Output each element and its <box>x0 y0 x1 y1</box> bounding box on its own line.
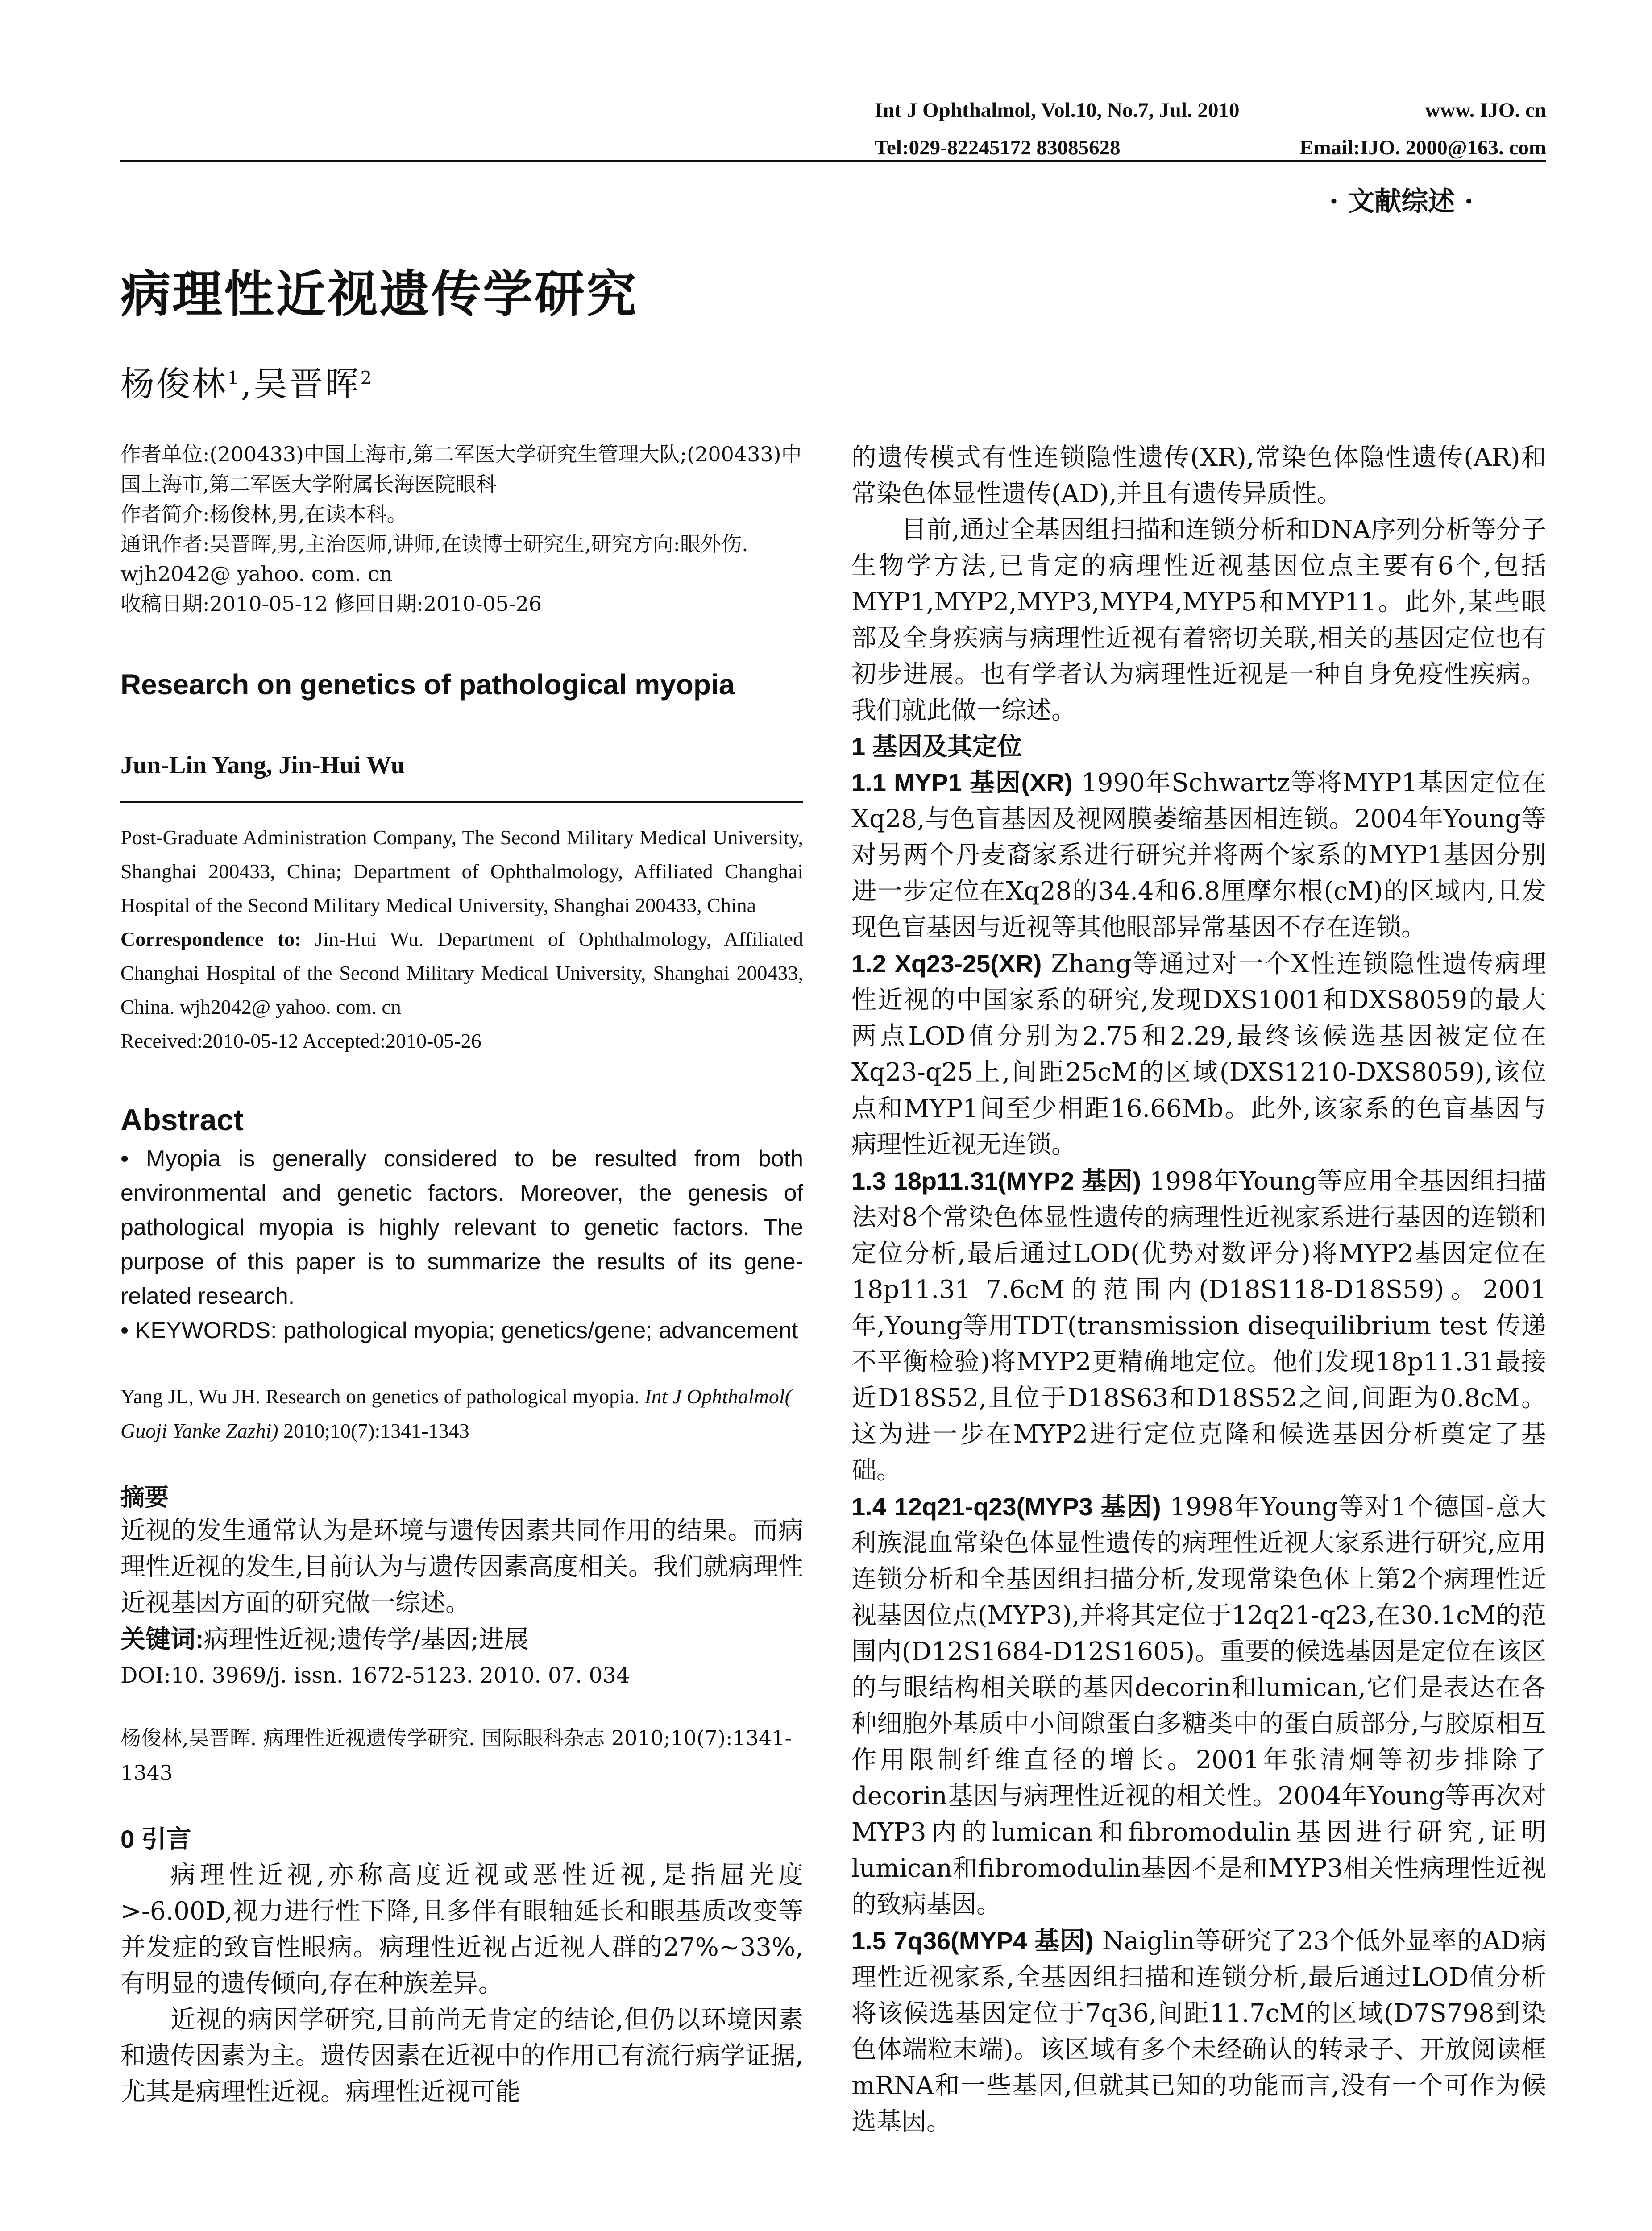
keywords-cn <box>120 1621 803 1658</box>
author-2: 吴晋晖 <box>253 364 361 404</box>
affiliation-en <box>120 821 803 1058</box>
citation-en-journal: Int J Ophthalmol( Guoji Yanke Zazhi) <box>120 1385 792 1442</box>
author-1-sup: 1 <box>228 368 241 389</box>
intro-body <box>120 1857 803 2110</box>
section-1-2 <box>851 945 1546 1163</box>
doi: DOI:10. 3969/j. issn. 1672-5123. 2010. 07. 034 <box>120 1663 630 1688</box>
section-1-2-text: Zhang等通过对一个X性连锁隐性遗传病理性近视的中国家系的研究,发现DXS1001和DXS8059的最大两点LOD值分别为2.75和2.29,最终该候选基因被定位在Xq23-q25上,间距25cM的区域(DXS1210-DXS8059),该位点和MYP1间至少相距16.66Mb。此外,该家系的色盲基因与病理性近视无连锁。 <box>851 950 1546 1159</box>
journal-citation: Int J Ophthalmol, Vol.10, No.7, Jul. 2010 <box>875 99 1240 122</box>
right-column <box>851 440 1546 2140</box>
authors-en: Jun-Lin Yang, Jin-Hui Wu <box>120 751 405 779</box>
author-separator: , <box>241 364 253 404</box>
author-1: 杨俊林 <box>120 364 228 404</box>
journal-telephone: Tel:029-82245172 83085628 <box>875 136 1121 159</box>
citation-en <box>120 1379 803 1448</box>
section-label: · 文献综述 · <box>1329 186 1474 217</box>
affiliation-rule <box>120 801 803 803</box>
abstract-body <box>120 1142 803 1348</box>
section-1-5-text: Naiglin等研究了23个低外显率的AD病理性近视家系,全基因组扫描和连锁分析,最后通过LOD值分析将该候选基因定位于7q36,间距11.7cM的区域(D7S798到染色体端粒末端)。该区域有多个未经确认的转录子、开放阅读框mRNA和一些基因,但就其已知的功能而言,没有一个可作为候选基因。 <box>851 1927 1546 2136</box>
correspondence-label: Correspondence to: <box>120 928 302 950</box>
article-title-cn: 病理性近视遗传学研究 <box>120 265 638 323</box>
section-1-1 <box>851 764 1546 945</box>
left-column <box>120 440 803 2110</box>
journal-website: www. IJO. cn <box>1425 99 1546 122</box>
section-1-5-heading: 1.5 7q36(MYP4 基因) <box>851 1927 1094 1955</box>
section-1-2-heading: 1.2 Xq23-25(XR) <box>851 950 1042 978</box>
abstract-text-cn: 近视的发生通常认为是环境与遗传因素共同作用的结果。而病理性近视的发生,目前认为与遗传因素高度相关。我们就病理性近视基因方面的研究做一综述。 <box>120 1516 803 1617</box>
section-1-3-heading: 1.3 18p11.31(MYP2 基因) <box>851 1167 1141 1195</box>
citation-en-volume: 2010;10(7):1341-1343 <box>278 1419 469 1442</box>
corresponding-author-cn: 通讯作者:吴晋晖,男,主治医师,讲师,在读博士研究生,研究方向:眼外伤. wjh2042@ yahoo. com. cn <box>120 532 748 586</box>
keywords-label-cn: 关键词: <box>120 1625 204 1653</box>
affiliation-en-text: Post-Graduate Administration Company, The Second Military Medical University, Shanghai 200433, China; Department of Ophthalmology, Affiliated Changhai Hospital of the Second Military Medical University, Shanghai 200433, China <box>120 826 803 916</box>
dates-en: Received:2010-05-12 Accepted:2010-05-26 <box>120 1029 481 1052</box>
authors-cn <box>120 357 374 406</box>
citation-cn: 杨俊林,吴晋晖. 病理性近视遗传学研究. 国际眼科杂志 2010;10(7):1341-1343 <box>120 1726 792 1785</box>
correspondence-text: Jin-Hui Wu. Department of Ophthalmology, Affiliated Changhai Hospital of the Second Military Medical University, Shanghai 200433, China. wjh2042@ yahoo. com. cn <box>120 928 803 1018</box>
author-affiliation-cn: 作者单位:(200433)中国上海市,第二军医大学研究生管理大队;(200433)中国上海市,第二军医大学附属长海医院眼科 <box>120 442 802 496</box>
header-rule <box>120 160 1546 162</box>
section-1-4 <box>851 1489 1546 1923</box>
abstract-text: • Myopia is generally considered to be resulted from both environmental and genetic factors. Moreover, the genesis of pathological myopia is highly relevant to genetic factors. The purpose of this paper is to summarize the results of its gene-related research. <box>120 1146 803 1309</box>
dates-cn: 收稿日期:2010-05-12 修回日期:2010-05-26 <box>120 592 542 616</box>
paragraph-overview: 目前,通过全基因组扫描和连锁分析和DNA序列分析等分子生物学方法,已肯定的病理性近视基因位点主要有6个,包括MYP1,MYP2,MYP3,MYP4,MYP5和MYP11。此外,某些眼部及全身疾病与病理性近视有着密切关联,相关的基因定位也有初步进展。也有学者认为病理性近视是一种自身免疫性疾病。我们就此做一综述。 <box>851 515 1546 725</box>
keywords-en: • KEYWORDS: pathological myopia; genetics/gene; advancement <box>120 1318 798 1344</box>
abstract-heading-cn: 摘要 <box>120 1484 169 1511</box>
abstract-cn <box>120 1513 803 1694</box>
article-title-en: Research on genetics of pathological myopia <box>120 668 735 701</box>
paragraph-continued: 的遗传模式有性连锁隐性遗传(XR),常染色体隐性遗传(AR)和常染色体显性遗传(AD),并且有遗传异质性。 <box>851 443 1546 508</box>
section-1-4-heading: 1.4 12q21-q23(MYP3 基因) <box>851 1493 1161 1521</box>
abstract-heading: Abstract <box>120 1103 244 1137</box>
author-info <box>120 440 803 619</box>
section-1-1-text: 1990年Schwartz等将MYP1基因定位在Xq28,与色盲基因及视网膜萎缩基因相连锁。2004年Young等对另两个丹麦裔家系进行研究并将两个家系的MYP1基因分别进一步定位在Xq28的34.4和6.8厘摩尔根(cM)的区域内,且发现色盲基因与近视等其他眼部异常基因不存在连锁。 <box>851 768 1546 942</box>
journal-email: Email:IJO. 2000@163. com <box>1299 136 1546 159</box>
author-2-sup: 2 <box>360 368 374 389</box>
intro-paragraph-2: 近视的病因学研究,目前尚无肯定的结论,但仍以环境因素和遗传因素为主。遗传因素在近视中的作用已有流行病学证据,尤其是病理性近视。病理性近视可能 <box>120 2005 803 2107</box>
running-head <box>875 91 1546 166</box>
intro-heading: 0 引言 <box>120 1825 191 1853</box>
citation-en-authors: Yang JL, Wu JH. Research on genetics of pathological myopia. <box>120 1385 645 1408</box>
right-body <box>851 440 1546 2140</box>
keywords-text-cn: 病理性近视;遗传学/基因;进展 <box>203 1625 529 1654</box>
section-1-heading: 1 基因及其定位 <box>851 732 1022 760</box>
section-1-3-text: 1998年Young等应用全基因组扫描法对8个常染色体显性遗传的病理性近视家系进行基因的连锁和定位分析,最后通过LOD(优势对数评分)将MYP2基因定位在18p11.31 7.6cM的范围内(D18S118-D18S59)。2001年,Young等用TDT(transmission disequilibrium test 传递不平衡检验)将MYP2更精确地定位。他们发现18p11.31最接近D18S52,且位于D18S63和D18S52之间,间距为0.8cM。这为进一步在MYP2进行定位克隆和候选基因分析奠定了基础。 <box>851 1167 1546 1485</box>
section-1-4-text: 1998年Young等对1个德国-意大利族混血常染色体显性遗传的病理性近视大家系进行研究,应用连锁分析和全基因组扫描分析,发现常染色体上第2个病理性近视基因位点(MYP3),并将其定位于12q21-q23,在30.1cM的范围内(D12S1684-D12S1605)。重要的候选基因是定位在该区的与眼结构相关联的基因decorin和lumican,它们是表达在各种细胞外基质中小间隙蛋白多糖类中的蛋白质部分,与胶原相互作用限制纤维直径的增长。2001年张清炯等初步排除了decorin基因与病理性近视的相关性。2004年Young等再次对MYP3内的lumican和fibromodulin基因进行研究,证明lumican和fibromodulin基因不是和MYP3相关性病理性近视的致病基因。 <box>851 1493 1546 1919</box>
section-1-3 <box>851 1163 1546 1489</box>
intro-paragraph-1: 病理性近视,亦称高度近视或恶性近视,是指屈光度>-6.00D,视力进行性下降,且多伴有眼轴延长和眼基质改变等并发症的致盲性眼病。病理性近视占近视人群的27%~33%,有明显的遗传倾向,存在种族差异。 <box>120 1861 803 1998</box>
author-bio-cn: 作者简介:杨俊林,男,在读本科。 <box>120 502 407 526</box>
section-1-1-heading: 1.1 MYP1 基因(XR) <box>851 768 1073 796</box>
section-1-5 <box>851 1923 1546 2140</box>
correspondence-en <box>120 922 803 1024</box>
